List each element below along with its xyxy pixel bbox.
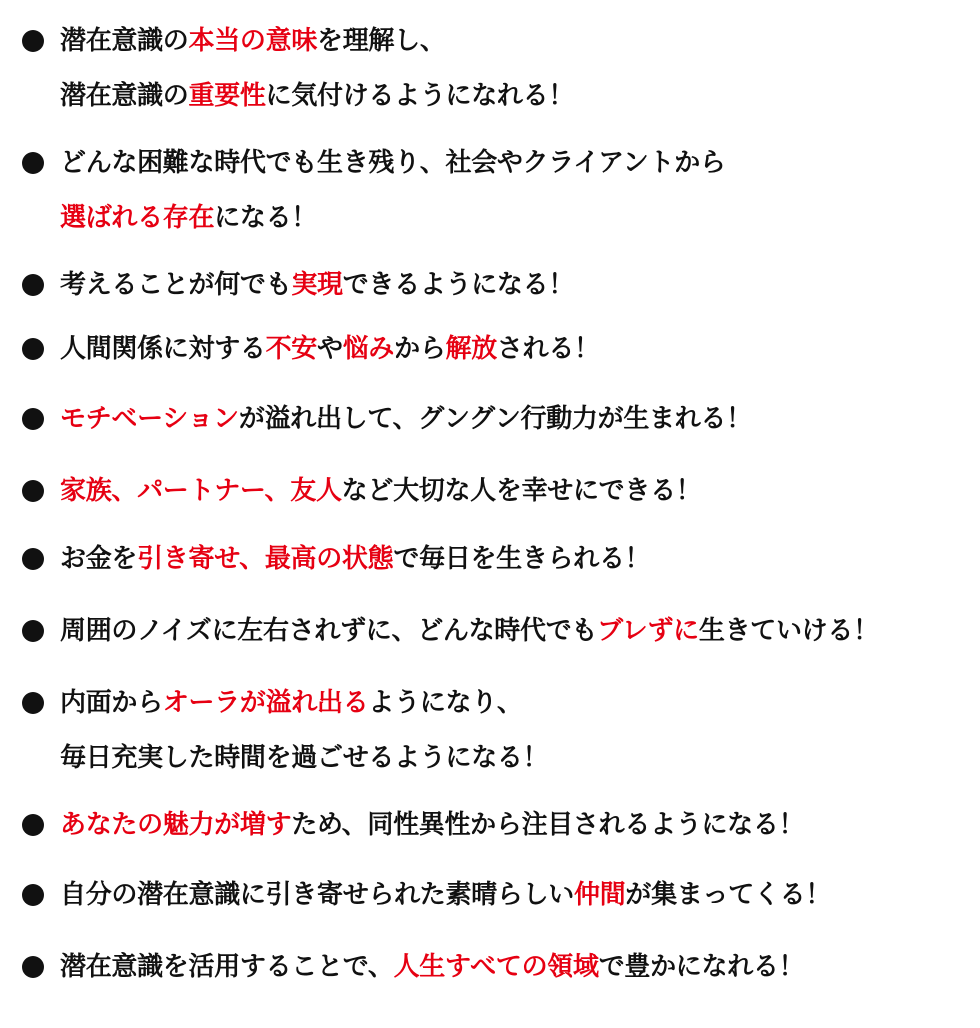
benefit-text: [60, 472, 975, 527]
benefit-line: [60, 144, 975, 199]
highlight-text: オーラが溢れ出る: [162, 688, 369, 718]
body-text: で毎日を生きられる！: [393, 544, 651, 574]
body-text: できるようになる！: [342, 270, 575, 300]
body-text: 毎日充実した時間を過ごせるようになる！: [60, 743, 549, 773]
benefit-text: [60, 330, 975, 385]
body-text: 潜在意識を活用することで、: [60, 952, 394, 982]
highlight-text: 人生すべての領域: [393, 952, 599, 982]
body-text: に気付けるようになれる！: [265, 81, 575, 111]
bullet-icon: [22, 338, 44, 360]
body-text: から: [394, 334, 446, 364]
body-text: で豊かになれる！: [598, 952, 805, 982]
body-text: される！: [496, 334, 600, 364]
benefit-text: [60, 948, 975, 1003]
bullet-icon: [22, 274, 44, 296]
body-text: お金を: [60, 544, 138, 574]
body-text: 周囲のノイズに左右されずに、どんな時代でも: [60, 616, 598, 646]
body-text: 自分の潜在意識に引き寄せられた素晴らしい: [60, 880, 575, 910]
highlight-text: 仲間: [574, 880, 626, 910]
bullet-icon: [22, 692, 44, 714]
body-text: になる！: [214, 203, 318, 233]
bullet-icon: [22, 814, 44, 836]
body-text: が集まってくる！: [625, 880, 832, 910]
benefit-text: [60, 540, 975, 595]
highlight-text: 重要性: [188, 81, 266, 111]
benefit-text: [60, 144, 975, 254]
benefit-line: [60, 612, 975, 667]
benefit-line: [60, 199, 975, 254]
highlight-text: 選ばれる存在: [60, 203, 215, 233]
benefit-text: [60, 612, 975, 667]
highlight-text: モチベーション: [60, 404, 239, 434]
highlight-text: 解放: [445, 334, 497, 364]
bullet-icon: [22, 480, 44, 502]
bullet-icon: [22, 620, 44, 642]
highlight-text: 実現: [291, 270, 343, 300]
bullet-icon: [22, 408, 44, 430]
benefit-text: [60, 400, 975, 455]
body-text: や: [317, 334, 343, 364]
highlight-text: 本当の意味: [188, 26, 318, 56]
body-text: 生きていける！: [698, 616, 879, 646]
benefit-line: [60, 77, 975, 132]
highlight-text: 家族、パートナー、友人: [60, 476, 342, 506]
body-text: を理解し、: [317, 26, 446, 56]
highlight-text: ブレずに: [597, 616, 699, 646]
bullet-icon: [22, 30, 44, 52]
body-text: が溢れ出して、グングン行動力が生まれる！: [238, 404, 752, 434]
bullet-icon: [22, 956, 44, 978]
benefit-line: [60, 739, 975, 794]
benefit-line: [60, 22, 975, 77]
benefit-line: [60, 330, 975, 385]
benefit-line: [60, 684, 975, 739]
body-text: 考えることが何でも: [60, 270, 292, 300]
body-text: ようになり、: [368, 688, 523, 718]
body-text: など大切な人を幸せにできる！: [341, 476, 702, 506]
benefit-line: [60, 400, 975, 455]
benefit-text: [60, 806, 975, 861]
highlight-text: あなたの魅力が増す: [60, 810, 292, 840]
benefit-line: [60, 806, 975, 861]
body-text: 内面から: [60, 688, 163, 718]
benefit-line: [60, 266, 975, 321]
benefit-line: [60, 948, 975, 1003]
benefit-line: [60, 876, 975, 931]
highlight-text: 引き寄せ、最高の状態: [137, 544, 394, 574]
body-text: 潜在意識の: [60, 26, 189, 56]
body-text: どんな困難な時代でも生き残り、社会やクライアントから: [60, 148, 726, 178]
benefit-text: [60, 22, 975, 132]
highlight-text: 悩み: [342, 334, 395, 364]
bullet-icon: [22, 884, 44, 906]
benefit-line: [60, 540, 975, 595]
benefit-line: [60, 472, 975, 527]
bullet-icon: [22, 548, 44, 570]
benefit-text: [60, 876, 975, 931]
body-text: 潜在意識の: [60, 81, 189, 111]
benefit-text: [60, 684, 975, 794]
body-text: 人間関係に対する: [60, 334, 266, 364]
highlight-text: 不安: [265, 334, 318, 364]
bullet-icon: [22, 152, 44, 174]
benefit-text: [60, 266, 975, 321]
body-text: ため、同性異性から注目されるようになる！: [291, 810, 805, 840]
